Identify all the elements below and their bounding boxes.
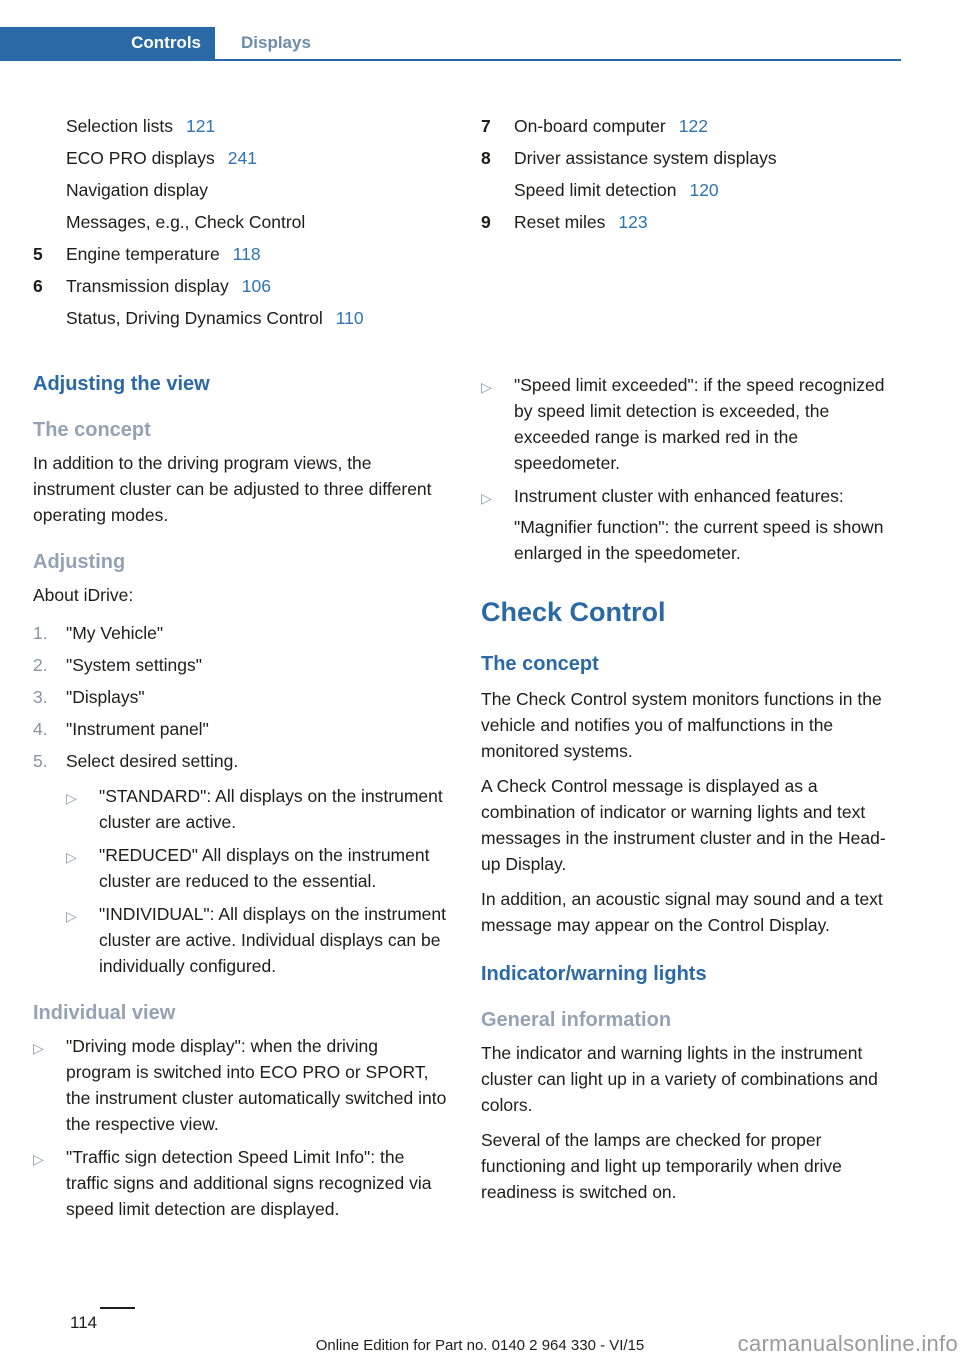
list-item	[481, 372, 895, 476]
paragraph-check-control-1: The Check Control system monitors functions in the vehicle and notifies you of malfunctions in the monitored systems.	[481, 689, 882, 761]
paragraph-check-control-3: In addition, an acoustic signal may sound and a text message may appear on the Control Display.	[481, 889, 883, 935]
right-column	[481, 372, 895, 1230]
legend-entry-label: Selection lists	[66, 116, 173, 136]
legend-entry-number: 9	[481, 212, 491, 232]
step-number: 4.	[33, 719, 48, 739]
subheading-the-concept: The concept	[33, 419, 151, 441]
legend-entry-number	[33, 142, 66, 174]
list-item	[481, 483, 895, 566]
triangle-bullet-icon: ▷	[481, 379, 492, 395]
legend-entry	[33, 206, 447, 238]
page-number: 114	[70, 1313, 98, 1332]
legend-entry-number	[33, 302, 66, 334]
legend-entry-label: Navigation display	[66, 180, 209, 200]
footer-rule	[100, 1307, 135, 1309]
list-item-subparagraph: "Magnifier function": the current speed is shown enlarged in the speedometer.	[514, 517, 884, 563]
legend-entry-number	[33, 174, 66, 206]
step-number: 2.	[33, 655, 48, 675]
legend-entry	[481, 110, 895, 142]
step-number: 3.	[33, 687, 48, 707]
legend-right-column	[481, 110, 895, 334]
legend-entry-number	[481, 174, 514, 206]
step-number: 1.	[33, 623, 48, 643]
continued-bullet-list	[481, 372, 895, 566]
page-reference-link[interactable]: 118	[232, 244, 261, 264]
triangle-bullet-icon: ▷	[66, 908, 77, 924]
legend-entry	[33, 174, 447, 206]
legend-entry-number	[33, 206, 66, 238]
step-text: Select desired setting.	[66, 751, 239, 771]
legend-entry-number: 7	[481, 116, 491, 136]
page-header	[0, 27, 901, 61]
paragraph-check-control-2: A Check Control message is displayed as a combination of indicator or warning lights and text messages in the instrument cluster and in the Head-up Display.	[481, 776, 886, 874]
individual-view-list	[33, 1033, 447, 1222]
page-reference-link[interactable]: 123	[618, 212, 648, 232]
chapter-heading-check-control: Check Control	[481, 597, 666, 627]
legend-entry-number: 6	[33, 276, 43, 296]
list-item	[33, 649, 447, 681]
legend-entry	[33, 238, 447, 270]
legend-entry-label: ECO PRO displays	[66, 148, 215, 168]
subheading-general-information: General information	[481, 1009, 672, 1031]
legend-entry	[33, 110, 447, 142]
list-item	[33, 713, 447, 745]
page-reference-link[interactable]: 121	[186, 116, 216, 136]
list-item-text: "Driving mode display": when the driving program is switched into ECO PRO or SPORT, the instrument cluster automatically switched into the respective view.	[66, 1036, 447, 1134]
page-reference-link[interactable]: 106	[241, 276, 271, 296]
list-item	[33, 1033, 447, 1137]
list-item	[66, 842, 447, 894]
tab-displays-label: Displays	[241, 33, 311, 52]
legend-entry-label: Status, Driving Dynamics Control	[66, 308, 323, 328]
legend-entry-label: Speed limit detection	[514, 180, 677, 200]
step-text: "Displays"	[66, 687, 145, 707]
page-reference-link[interactable]: 241	[227, 148, 257, 168]
list-item	[33, 745, 447, 777]
page-reference-link[interactable]: 122	[678, 116, 708, 136]
legend-entry-number: 5	[33, 244, 43, 264]
left-column	[33, 372, 447, 1230]
list-item-text: "Traffic sign detection Speed Limit Info": the traffic signs and additional signs recognized via speed limit detection are displayed.	[66, 1147, 432, 1219]
legend-entry	[33, 302, 447, 334]
list-item-text: "INDIVIDUAL": All displays on the instrument cluster are active. Individual displays can be individually configured.	[99, 904, 447, 976]
list-item-text: "Speed limit exceeded": if the speed recognized by speed limit detection is exceeded, the exceeded range is marked red in the speedometer.	[514, 375, 885, 473]
step-text: "My Vehicle"	[66, 623, 164, 643]
legend-entry-label: Messages, e.g., Check Control	[66, 212, 306, 232]
watermark: carmanualsonline.info	[737, 1331, 958, 1356]
paragraph-general-1: The indicator and warning lights in the instrument cluster can light up in a variety of combinations and colors.	[481, 1043, 878, 1115]
triangle-bullet-icon: ▷	[66, 849, 77, 865]
legend-entry	[481, 174, 895, 206]
paragraph-general-2: Several of the lamps are checked for proper functioning and light up temporarily when drive readiness is switched on.	[481, 1130, 842, 1202]
tab-controls-label: Controls	[131, 33, 201, 52]
step-number: 5.	[33, 751, 48, 771]
legend-entry-number: 8	[481, 148, 491, 168]
main-content	[33, 372, 927, 1230]
section-heading-indicator-warning-lights: Indicator/warning lights	[481, 963, 707, 985]
legend-entry-label: Reset miles	[514, 212, 606, 232]
triangle-bullet-icon: ▷	[481, 490, 492, 506]
subheading-adjusting: Adjusting	[33, 551, 126, 573]
list-item	[33, 617, 447, 649]
list-item	[66, 901, 447, 979]
page-reference-link[interactable]: 120	[689, 180, 719, 200]
list-item-text: "REDUCED" All displays on the instrument cluster are reduced to the essential.	[99, 845, 430, 891]
subheading-individual-view: Individual view	[33, 1002, 176, 1024]
page-reference-link[interactable]: 110	[335, 308, 364, 328]
tab-controls[interactable]	[0, 27, 215, 59]
legend-entry-number	[33, 110, 66, 142]
list-item	[33, 1144, 447, 1222]
legend-list	[33, 110, 927, 334]
list-item	[66, 783, 447, 835]
legend-entry-label: Engine temperature	[66, 244, 220, 264]
legend-entry-label: On-board computer	[514, 116, 666, 136]
tab-displays[interactable]	[241, 27, 311, 59]
mode-option-list	[66, 783, 447, 979]
list-item-text: "STANDARD": All displays on the instrument cluster are active.	[99, 786, 443, 832]
edition-note: Online Edition for Part no. 0140 2 964 330 - VI/15	[315, 1337, 645, 1354]
list-item-text	[514, 483, 895, 566]
legend-entry	[33, 142, 447, 174]
numbered-step-list	[33, 617, 447, 777]
list-item	[33, 681, 447, 713]
list-item-lead: Instrument cluster with enhanced features:	[514, 486, 844, 506]
legend-entry	[33, 270, 447, 302]
section-heading-the-concept: The concept	[481, 653, 599, 675]
triangle-bullet-icon: ▷	[33, 1151, 44, 1167]
triangle-bullet-icon: ▷	[66, 790, 77, 806]
legend-entry-label: Driver assistance system displays	[514, 148, 777, 168]
paragraph-about-idrive: About iDrive:	[33, 585, 134, 605]
step-text: "Instrument panel"	[66, 719, 209, 739]
step-text: "System settings"	[66, 655, 202, 675]
legend-entry-label: Transmission display	[66, 276, 229, 296]
paragraph-concept: In addition to the driving program views, the instrument cluster can be adjusted to three different operating modes.	[33, 453, 432, 525]
legend-left-column	[33, 110, 447, 334]
legend-entry	[481, 206, 895, 238]
section-heading-adjusting-the-view: Adjusting the view	[33, 373, 210, 395]
triangle-bullet-icon: ▷	[33, 1040, 44, 1056]
legend-entry	[481, 142, 895, 174]
